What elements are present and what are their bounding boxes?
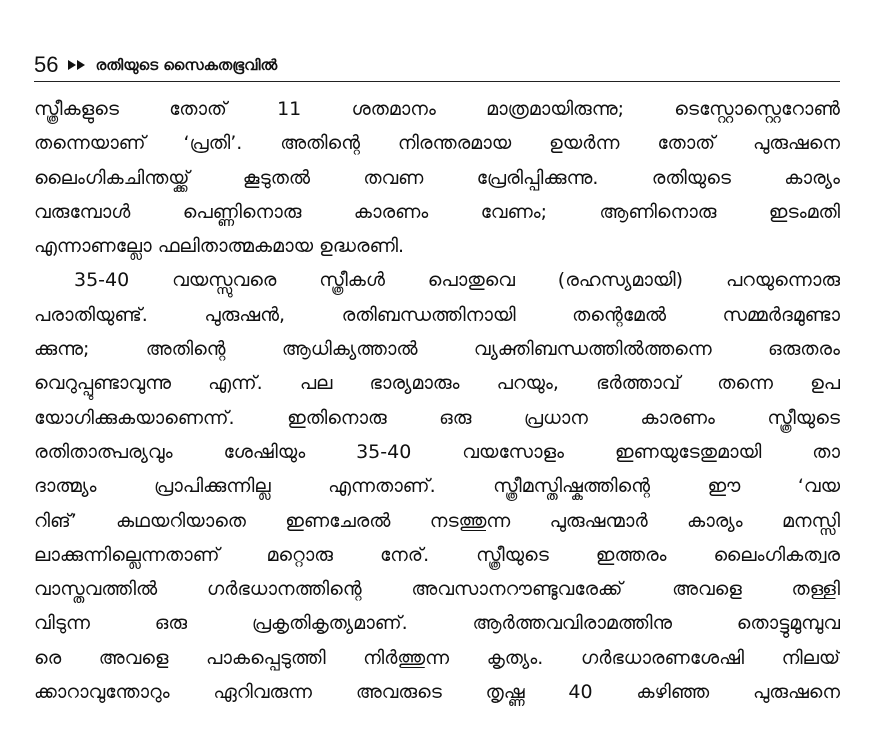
running-header xyxy=(34,52,277,78)
paragraph xyxy=(34,263,840,709)
text-line: ദാത്മ്യം പ്രാപിക്കുന്നില്ല എന്നതാണ്. സ്ത്രീമസ്തിഷ്കത്തിന്റെ ഈ ‘വയ xyxy=(34,475,840,498)
text-line: സ്ത്രീകളുടെ തോത് 11 ശതമാനം മാത്രമായിരുന്നു; ടെസ്റ്റോസ്റ്റെറോൺ xyxy=(34,98,840,120)
text-line: ക്കുന്നു; അതിന്റെ ആധിക്യത്താൽ വ്യക്തിബന്ധത്തിൽത്തന്നെ ഒരുതരം xyxy=(34,338,840,361)
header-rule xyxy=(34,81,840,82)
text-line: വരുമ്പോൾ പെണ്ണിനൊരു കാരണം വേണം; ആണിനൊരു ഇടംമതി xyxy=(34,200,840,223)
text-line: രതിതാത്പര്യവും ശേഷിയും 35-40 വയസോളം ഇണയുടേതുമായി താ xyxy=(34,440,840,463)
text-line: തന്നെയാണ് ‘പ്രതി’. അതിന്റെ നിരന്തരമായ ഉയർന്ന തോത് പുരുഷനെ xyxy=(34,132,840,155)
text-line: പരാതിയുണ്ട്. പുരുഷൻ, രതിബന്ധത്തിനായി തന്റെമേൽ സമ്മർദമുണ്ടാ xyxy=(34,303,840,326)
text-line: ലാക്കുന്നില്ലെന്നതാണ് മറ്റൊരു നേര്. സ്ത്രീയുടെ ഇത്തരം ലൈംഗികത്വര xyxy=(34,543,840,566)
text-line: വെറുപ്പുണ്ടാവുന്നു എന്ന്. പല ഭാര്യമാരും പറയും, ഭർത്താവ് തന്നെ ഉപ xyxy=(34,372,840,395)
page-number: 56 xyxy=(34,52,59,77)
text-line: യോഗിക്കുകയാണെന്ന്. ഇതിനൊരു ഒരു പ്രധാന കാരണം സ്ത്രീയുടെ xyxy=(34,406,840,429)
double-arrow-icon xyxy=(68,60,85,70)
paragraph xyxy=(34,92,840,263)
text-line: വിടുന്ന ഒരു പ്രകൃതികൃത്യമാണ്. ആർത്തവവിരാമത്തിനു തൊട്ടുമുമ്പുവ xyxy=(34,612,840,635)
running-title: രതിയുടെ സൈകതഭൂവിൽ xyxy=(95,56,278,74)
text-line: എന്നാണല്ലോ ഫലിതാത്മകമായ ഉദ്ധരണി. xyxy=(34,235,405,258)
text-line: രെ അവളെ പാകപ്പെടുത്തി നിർത്തുന്ന കൃത്യം. ഗർഭധാരണശേഷി നിലയ് xyxy=(34,646,840,669)
text-line: 35-40 വയസ്സുവരെ സ്ത്രീകൾ പൊതുവെ (രഹസ്യമായി) പറയുന്നൊരു xyxy=(74,269,840,292)
text-line: ലൈംഗികചിന്തയ്ക്ക് കൂടുതൽ തവണ പ്രേരിപ്പിക്കുന്നു. രതിയുടെ കാര്യം xyxy=(34,166,840,189)
body-text xyxy=(34,92,840,709)
text-line: വാസ്തവത്തിൽ ഗർഭധാനത്തിന്റെ അവസാനറൗണ്ടുവരേക്ക് അവളെ തള്ളി xyxy=(34,578,840,601)
text-line: ക്കാറാവുന്തോറും ഏറിവരുന്ന അവരുടെ തൃഷ്ണ 40 കഴിഞ്ഞ പുരുഷനെ xyxy=(34,681,840,704)
text-line: റിങ്’ കഥയറിയാതെ ഇണചേരൽ നടത്തുന്ന പുരുഷന്മാർ കാര്യം മനസ്സി xyxy=(34,509,840,532)
